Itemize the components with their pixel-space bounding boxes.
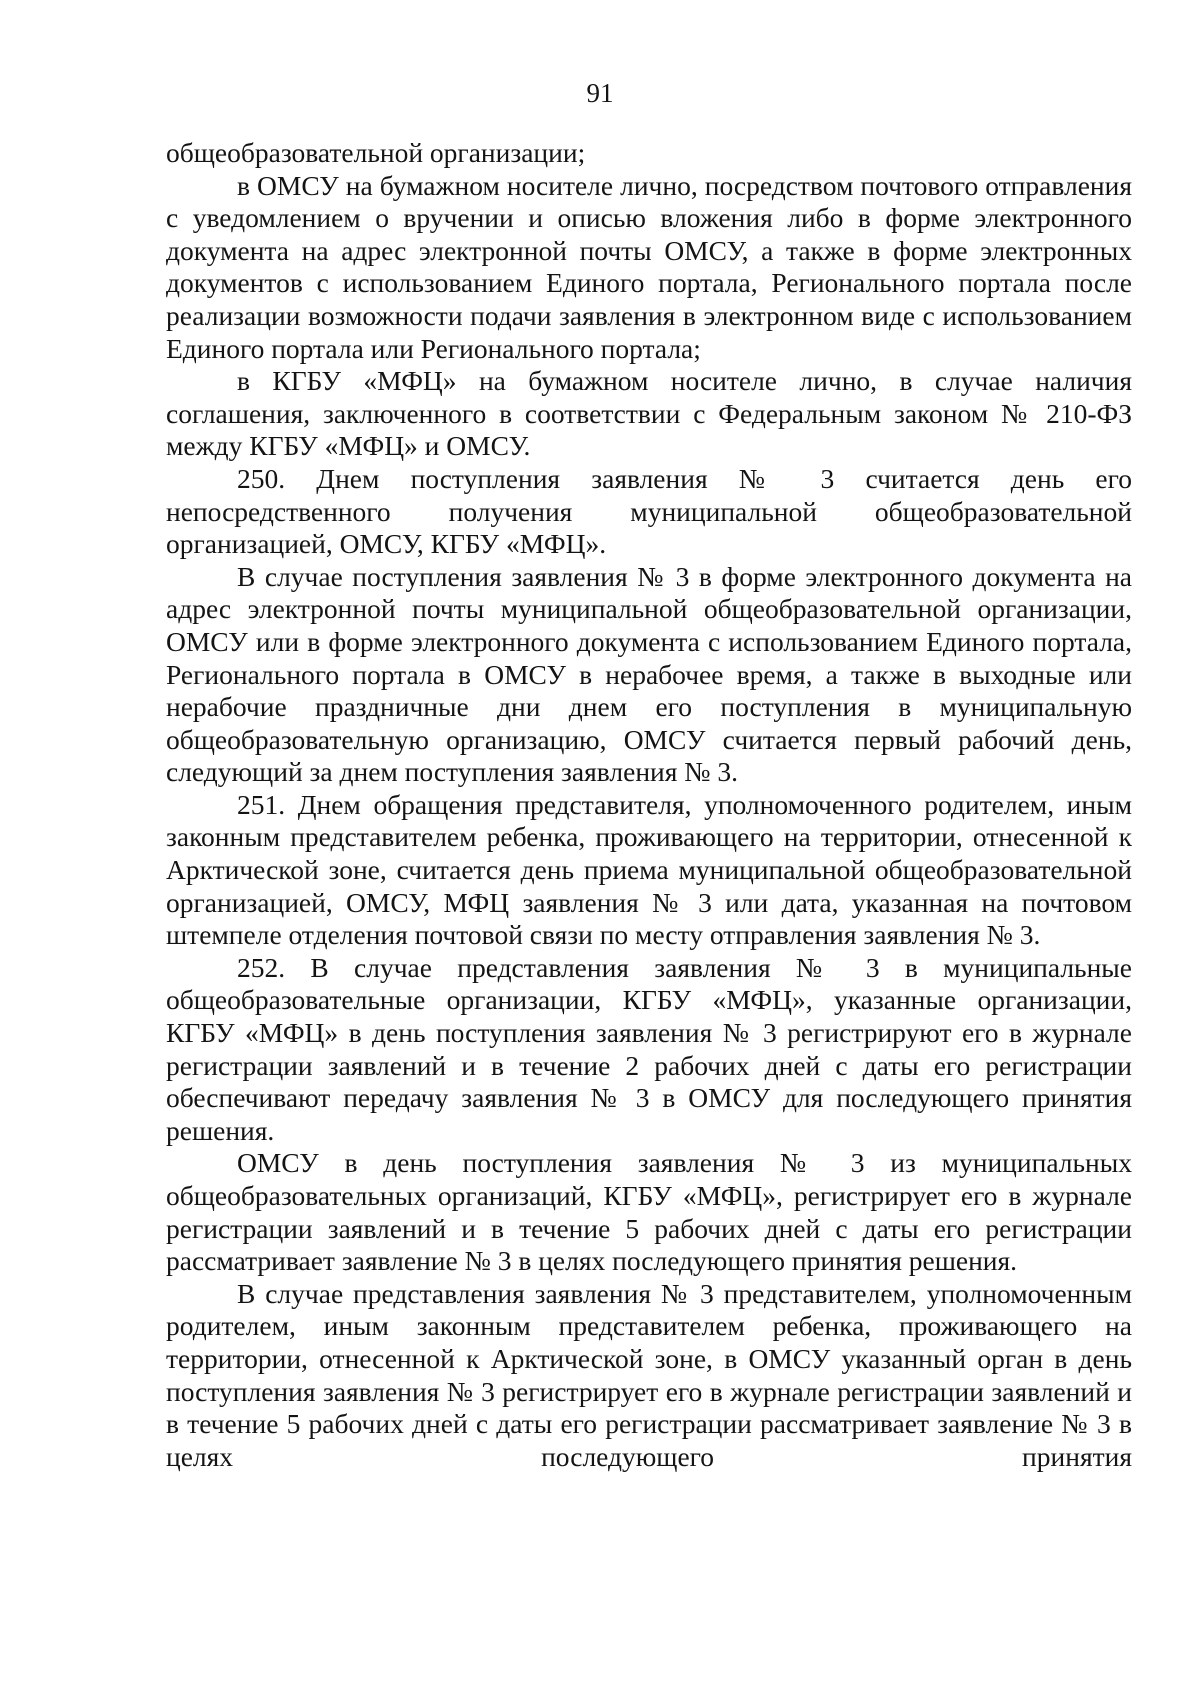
paragraph-1: в ОМСУ на бумажном носителе лично, посредством почтового отправления с уведомлением о вручении и описью вложения либо в форме электронного документа на адрес электронной почты ОМСУ, а также в форме электронных документов с использованием Единого портала, Регионального портала после реализации возможности подачи заявления в электронном виде с использованием Единого портала или Регионального портала; xyxy=(166,169,1132,364)
paragraph-8: В случае представления заявления № 3 представителем, уполномоченным родителем, иным законным представителем ребенка, проживающего на территории, отнесенной к Арктической зоне, в ОМСУ указанный орган в день поступления заявления № 3 регистрирует его в журнале регистрации заявлений и в течение 5 рабочих дней с даты его регистрации рассматривает заявление № 3 в целях последующего принятия xyxy=(166,1277,1132,1472)
paragraph-250: 250. Днем поступления заявления № 3 считается день его непосредственного получения муниципальной общеобразовательной организацией, ОМСУ, КГБУ «МФЦ». xyxy=(166,462,1132,560)
paragraph-0: общеобразовательной организации; xyxy=(166,137,586,168)
paragraph-252: 252. В случае представления заявления № 3 в муниципальные общеобразовательные организации, КГБУ «МФЦ», указанные организации, КГБУ «МФЦ» в день поступления заявления № 3 регистрируют его в журнале регистрации заявлений и в течение 2 рабочих дней с даты его регистрации обеспечивают передачу заявления № 3 в ОМСУ для последующего принятия решения. xyxy=(166,951,1132,1146)
paragraph-2: в КГБУ «МФЦ» на бумажном носителе лично, в случае наличия соглашения, заключенного в соответствии с Федеральным законом № 210-ФЗ между КГБУ «МФЦ» и ОМСУ. xyxy=(166,365,1132,462)
paragraph-4: В случае поступления заявления № 3 в форме электронного документа на адрес электронной почты муниципальной общеобразовательной организации, ОМСУ или в форме электронного документа с использованием Единого портала, Регионального портала в ОМСУ в нерабочее время, а также в выходные или нерабочие праздничные дни днем его поступления в муниципальную общеобразовательную организацию, ОМСУ считается первый рабочий день, следующий за днем поступления заявления № 3. xyxy=(166,560,1132,788)
document-body xyxy=(166,137,1132,1473)
paragraph-7: ОМСУ в день поступления заявления № 3 из муниципальных общеобразовательных организаций, КГБУ «МФЦ», регистрирует его в журнале регистрации заявлений и в течение 5 рабочих дней с даты его регистрации рассматривает заявление № 3 в целях последующего принятия решения. xyxy=(166,1147,1132,1277)
page-number: 91 xyxy=(586,78,614,108)
paragraph-251: 251. Днем обращения представителя, уполномоченного родителем, иным законным представителем ребенка, проживающего на территории, отнесенной к Арктической зоне, считается день приема муниципальной общеобразовательной организацией, ОМСУ, МФЦ заявления № 3 или дата, указанная на почтовом штемпеле отделения почтовой связи по месту отправления заявления № 3. xyxy=(166,788,1132,951)
